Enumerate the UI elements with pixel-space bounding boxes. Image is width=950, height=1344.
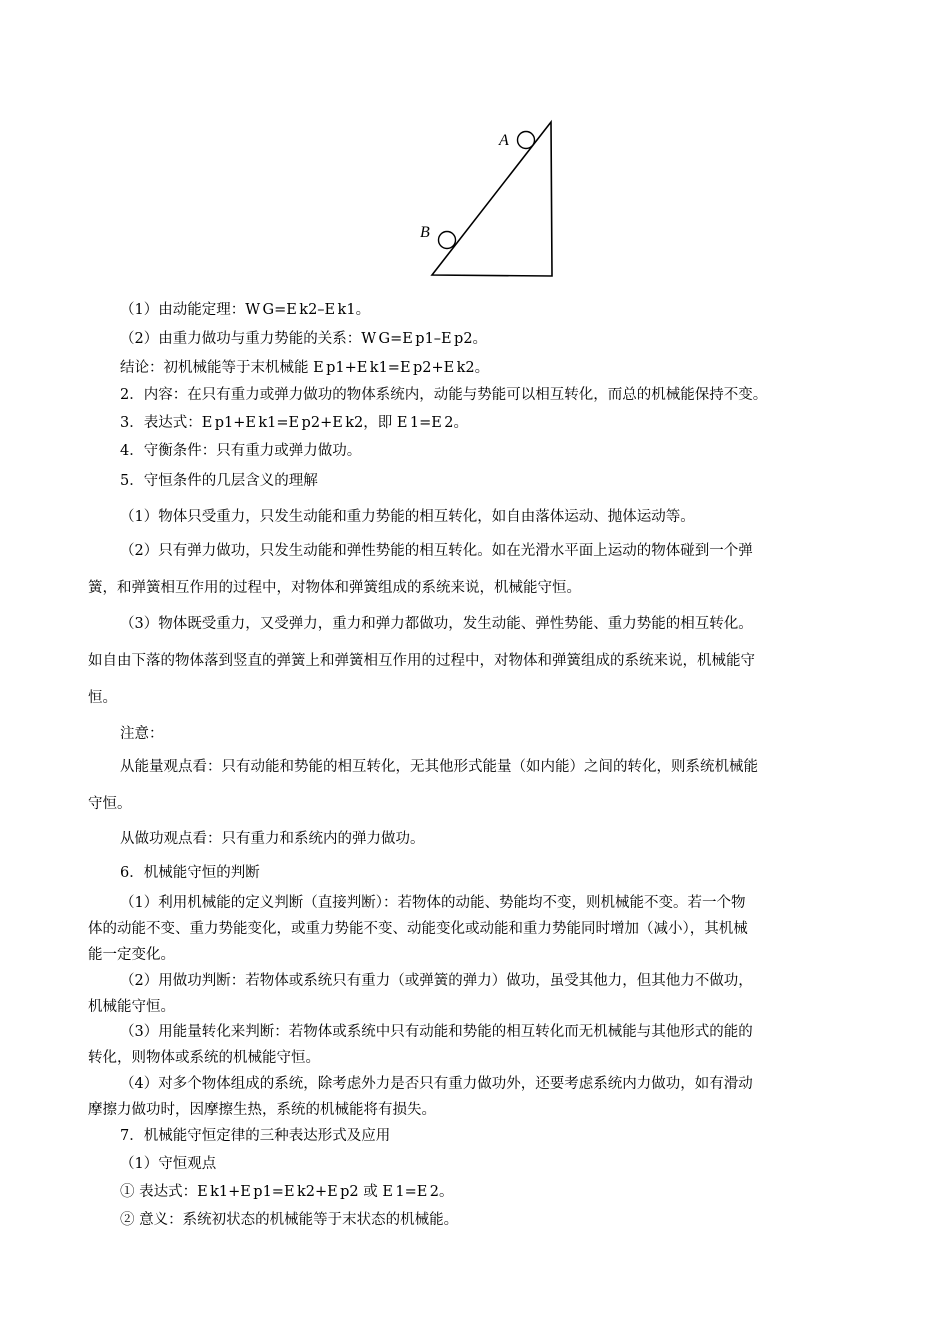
text-line: 机械能守恒。 — [88, 999, 175, 1015]
text-line: 体的动能不变、重力势能变化，或重力势能不变、动能变化或动能和重力势能同时增加（减小），其机械 — [88, 921, 748, 937]
text-line: （4）对多个物体组成的系统，除考虑外力是否只有重力做功外，还要考虑系统内力做功，如有滑动 — [120, 1076, 753, 1092]
section-heading: 7．机械能守恒定律的三种表达形式及应用 — [120, 1128, 391, 1144]
text-line: 2．内容：在只有重力或弹力做功的物体系统内，动能与势能可以相互转化，而总的机械能保持不变。 — [120, 387, 768, 403]
text-line: （3）物体既受重力，又受弹力，重力和弹力都做功，发生动能、弹性势能、重力势能的相互转化。 — [120, 616, 753, 632]
text-line: 守恒。 — [88, 796, 132, 812]
text-line: 如自由下落的物体落到竖直的弹簧上和弹簧相互作用的过程中，对物体和弹簧组成的系统来说，机械能守 — [88, 653, 755, 669]
incline-figure — [410, 110, 570, 285]
text-line: （3）用能量转化来判断：若物体或系统中只有动能和势能的相互转化而无机械能与其他形式的能的 — [120, 1024, 753, 1040]
note-heading: 注意： — [120, 726, 164, 742]
text-line: ② 意义：系统初状态的机械能等于末状态的机械能。 — [120, 1212, 459, 1228]
text-line: 4．守衡条件：只有重力或弹力做功。 — [120, 443, 362, 459]
incline-triangle — [432, 122, 552, 276]
section-heading: 5．守恒条件的几层含义的理解 — [120, 473, 318, 489]
text-line: 3．表达式：E p1+E k1=E p2+E k2，即 E 1=E 2。 — [120, 415, 468, 431]
text-line: （1）物体只受重力，只发生动能和重力势能的相互转化，如自由落体运动、抛体运动等。 — [120, 509, 695, 525]
text-line: （2）用做功判断：若物体或系统只有重力（或弹簧的弹力）做功，虽受其他力，但其他力不做功， — [120, 973, 753, 989]
label-a: A — [499, 132, 509, 149]
text-line: （2）只有弹力做功，只发生动能和弹性势能的相互转化。如在光滑水平面上运动的物体碰到一个弹 — [120, 543, 753, 559]
text-line: 能一定变化。 — [88, 947, 175, 963]
text-line: 摩擦力做功时，因摩擦生热，系统的机械能将有损失。 — [88, 1102, 436, 1118]
text-line: 结论：初机械能等于末机械能 E p1+E k1=E p2+E k2。 — [120, 360, 490, 376]
text-line: ① 表达式：E k1+E p1=E k2+E p2 或 E 1=E 2。 — [120, 1184, 454, 1200]
text-line: （1）由动能定理：W G=E k2–E k1。 — [120, 302, 371, 318]
text-line: （1）守恒观点 — [120, 1156, 217, 1172]
text-line: 从做功观点看：只有重力和系统内的弹力做功。 — [120, 831, 425, 847]
section-heading: 6．机械能守恒的判断 — [120, 865, 260, 881]
text-line: 转化，则物体或系统的机械能守恒。 — [88, 1050, 320, 1066]
label-b: B — [420, 224, 430, 241]
ball-b — [439, 232, 456, 249]
ball-a — [518, 132, 535, 149]
text-line: （2）由重力做功与重力势能的关系：W G=E p1–E p2。 — [120, 331, 488, 347]
text-line: 从能量观点看：只有动能和势能的相互转化，无其他形式能量（如内能）之间的转化，则系统机械能 — [120, 759, 758, 775]
text-line: 恒。 — [88, 690, 117, 706]
text-line: （1）利用机械能的定义判断（直接判断）：若物体的动能、势能均不变，则机械能不变。若一个物 — [120, 895, 746, 911]
text-line: 簧，和弹簧相互作用的过程中，对物体和弹簧组成的系统来说，机械能守恒。 — [88, 580, 581, 596]
